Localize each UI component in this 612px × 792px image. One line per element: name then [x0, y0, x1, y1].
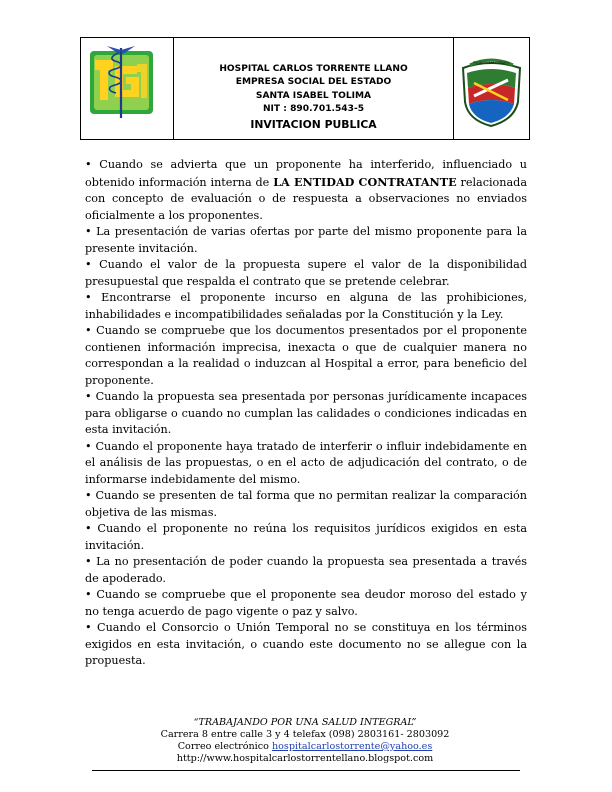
municipality-shield: [454, 38, 529, 139]
footer-divider: [92, 770, 520, 771]
email-label: Correo electrónico: [177, 741, 272, 752]
paragraph: • La presentación de varias ofertas por parte del mismo proponente para la presente invitación.: [85, 225, 527, 255]
svg-text:Por la unidad Isabelina: Por la unidad Isabelina: [473, 60, 510, 65]
document-type: INVITACION PUBLICA: [250, 117, 377, 131]
paragraph: • La no presentación de poder cuando la propuesta sea presentada a través de apoderado.: [85, 555, 527, 585]
footer-motto: “TRABAJANDO POR UNA SALUD INTEGRAL”: [193, 717, 417, 728]
footer-website[interactable]: http://www.hospitalcarlostorrentellano.blogspot.com: [176, 753, 434, 764]
footer-address: Carrera 8 entre calle 3 y 4 telefax (098) 2803161- 2803092: [160, 729, 450, 740]
header-title-block: [174, 38, 454, 139]
hospital-name: HOSPITAL CARLOS TORRENTE LLANO: [219, 64, 408, 75]
email-link[interactable]: hospitalcarlostorrente@yahoo.es: [271, 741, 433, 752]
location: SANTA ISABEL TOLIMA: [255, 90, 372, 101]
paragraph: • Cuando el Consorcio o Unión Temporal no se constituya en los términos exigidos en esta invitación, o cuando este documento no se allegue con la propuesta.: [85, 621, 527, 667]
paragraph: • Cuando se compruebe que el proponente sea deudor moroso del estado y no tenga acuerdo de pago vigente o paz y salvo.: [85, 588, 527, 618]
paragraph: • Cuando el proponente no reúna los requisitos jurídicos exigidos en esta invitación.: [85, 522, 527, 552]
document-header: [80, 37, 530, 140]
nit-number: NIT : 890.701.543-5: [262, 103, 365, 114]
footer-email-line: [90, 741, 520, 753]
paragraph: • Cuando la propuesta sea presentada por personas jurídicamente incapaces para obligarse o cuando no cumplan las calidades o condiciones indicadas en esta invitación.: [85, 390, 527, 436]
company-type: EMPRESA SOCIAL DEL ESTADO: [235, 77, 392, 88]
paragraph: • Encontrarse el proponente incurso en alguna de las prohibiciones, inhabilidades e incompatibilidades señaladas por la Constitución y la Ley.: [85, 291, 527, 321]
document-body: [85, 157, 527, 670]
entity-name: LA ENTIDAD CONTRATANTE: [273, 174, 457, 189]
paragraph: • Cuando se presenten de tal forma que no permitan realizar la comparación objetiva de las mismas.: [85, 489, 527, 519]
municipality-shield-icon: [454, 38, 529, 139]
paragraph: • Cuando el valor de la propuesta supere el valor de la disponibilidad presupuestal que respalda el contrato que se pretende celebrar.: [85, 258, 527, 288]
document-footer: [90, 717, 520, 765]
hospital-logo: [81, 38, 174, 139]
paragraph: • Cuando se compruebe que los documentos presentados por el proponente contienen información imprecisa, inexacta o que de cualquier manera no correspondan a la realidad o induzcan al Hospital a error, para beneficio del proponente.: [85, 324, 527, 387]
paragraph: • Cuando el proponente haya tratado de interferir o influir indebidamente en el análisis de las propuestas, o en el acto de adjudicación del contrato, o de informarse indebidamente del mismo.: [85, 439, 527, 486]
paragraph-1: • Cuando se advierta que un proponente ha interferido, influenciado u obtenido información interna de LA ENTIDAD CONTRATANTE relacionada con concepto de evaluación o de respuesta a observaciones no enviados oficialmente a los proponentes.: [85, 158, 527, 222]
hospital-logo-image: [81, 38, 173, 139]
